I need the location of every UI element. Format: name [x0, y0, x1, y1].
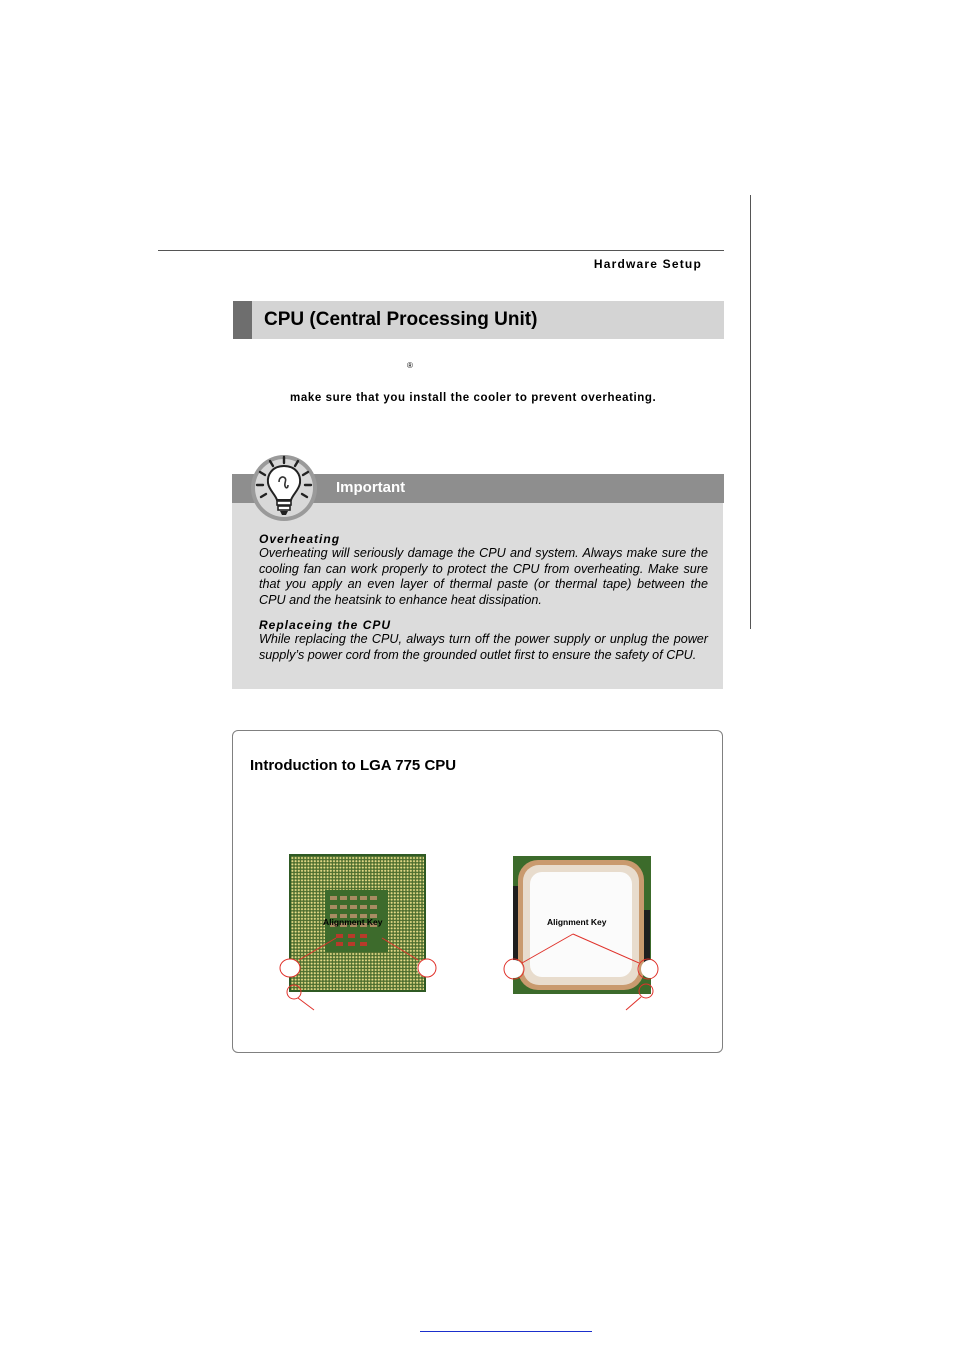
section-title: CPU (Central Processing Unit)	[264, 309, 538, 330]
cpu-bottom-image	[278, 850, 440, 1015]
registered-mark: ®	[407, 361, 413, 370]
lga-intro-title: Introduction to LGA 775 CPU	[250, 757, 457, 774]
note-title-replacing: Replaceing the CPU	[259, 618, 392, 632]
cpu-top-image	[500, 852, 662, 1012]
section-title-bar	[233, 301, 724, 339]
footer-link-underline[interactable]	[420, 1331, 592, 1332]
header-rule	[158, 250, 724, 251]
side-rule	[750, 195, 751, 629]
cooler-warning: make sure that you install the cooler to prevent overheating.	[290, 392, 657, 404]
important-label: Important	[336, 479, 406, 496]
note-body-overheating: Overheating will seriously damage the CPU and system. Always make sure the cooling fan can work properly to protect the CPU from overheating. Make sure that you apply an even layer of thermal paste (or thermal tape) between the CPU and the heatsink to enhance heat dissipation.	[259, 546, 708, 607]
note-title-overheating: Overheating	[259, 532, 341, 546]
section-accent	[233, 301, 252, 339]
alignment-key-label-bottom: Alignment Key	[323, 917, 383, 927]
lightbulb-icon	[250, 452, 318, 522]
note-body-replacing: While replacing the CPU, always turn off the power supply or unplug the power supply’s power cord from the grounded outlet first to ensure the safety of CPU.	[259, 632, 708, 662]
header-section-label: Hardware Setup	[593, 257, 702, 271]
alignment-key-label-top: Alignment Key	[547, 917, 607, 927]
